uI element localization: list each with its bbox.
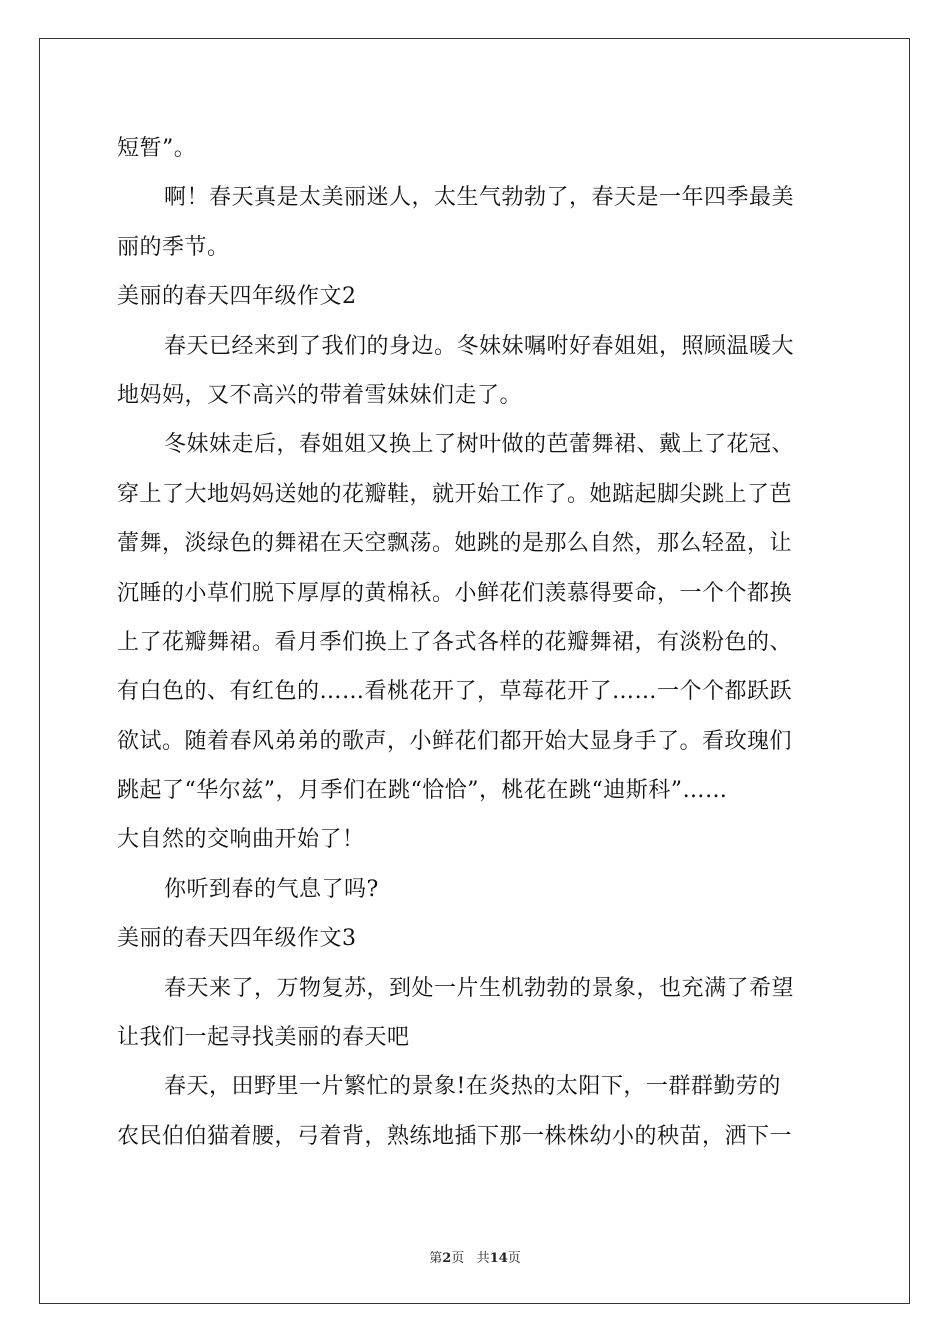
total-prefix: 共 bbox=[476, 1251, 490, 1266]
section-heading: 美丽的春天四年级作文3 bbox=[117, 926, 357, 952]
paragraph-line: 春天，田野里一片繁忙的景象!在炎热的太阳下，一群群勤劳的 bbox=[164, 1074, 781, 1100]
paragraph-line: 欲试。随着春风弟弟的歌声，小鲜花们都开始大显身手了。看玫瑰们 bbox=[117, 728, 793, 754]
paragraph-line: 地妈妈，又不高兴的带着雪妹妹们走了。 bbox=[117, 382, 523, 408]
total-pages: 14 bbox=[489, 1251, 508, 1266]
paragraph-line: 你听到春的气息了吗? bbox=[164, 876, 379, 902]
paragraph-line: 蕾舞，淡绿色的舞裙在天空飘荡。她跳的是那么自然，那么轻盈，让 bbox=[117, 531, 793, 557]
paragraph-line: 让我们一起寻找美丽的春天吧 bbox=[117, 1025, 410, 1051]
paragraph-line: 春天已经来到了我们的身边。冬妹妹嘱咐好春姐姐，照顾温暖大 bbox=[164, 333, 795, 359]
paragraph-line: 啊！春天真是太美丽迷人，太生气勃勃了，春天是一年四季最美 bbox=[164, 185, 795, 211]
page-suffix: 页 bbox=[451, 1251, 465, 1266]
paragraph-line: 沉睡的小草们脱下厚厚的黄棉袄。小鲜花们羡慕得要命，一个个都换 bbox=[117, 580, 793, 606]
paragraph-line: 短暂”。 bbox=[117, 136, 197, 161]
paragraph-line: 有白色的、有红色的……看桃花开了，草莓花开了……一个个都跃跃 bbox=[117, 679, 793, 705]
paragraph-line: 丽的季节。 bbox=[117, 234, 230, 260]
paragraph-line: 冬妹妹走后，春姐姐又换上了树叶做的芭蕾舞裙、戴上了花冠、 bbox=[164, 432, 795, 458]
section-heading: 美丽的春天四年级作文2 bbox=[117, 284, 357, 310]
page-footer bbox=[0, 1247, 950, 1266]
paragraph-line: 上了花瓣舞裙。看月季们换上了各式各样的花瓣舞裙，有淡粉色的、 bbox=[117, 629, 793, 655]
paragraph-line: 春天来了，万物复苏，到处一片生机勃勃的景象，也充满了希望 bbox=[164, 975, 795, 1001]
paragraph-line: 农民伯伯猫着腰，弓着背，熟练地插下那一株株幼小的秧苗，洒下一 bbox=[117, 1123, 793, 1149]
page-prefix: 第 bbox=[429, 1251, 443, 1266]
page-number: 2 bbox=[442, 1251, 452, 1266]
paragraph-line: 跳起了“华尔兹”，月季们在跳“恰恰”，桃花在跳“迪斯科”…… bbox=[117, 778, 728, 804]
paragraph-line: 大自然的交响曲开始了！ bbox=[117, 827, 365, 853]
document-body bbox=[117, 124, 835, 1161]
total-suffix: 页 bbox=[507, 1251, 521, 1266]
paragraph-line: 穿上了大地妈妈送她的花瓣鞋，就开始工作了。她踮起脚尖跳上了芭 bbox=[117, 481, 793, 507]
